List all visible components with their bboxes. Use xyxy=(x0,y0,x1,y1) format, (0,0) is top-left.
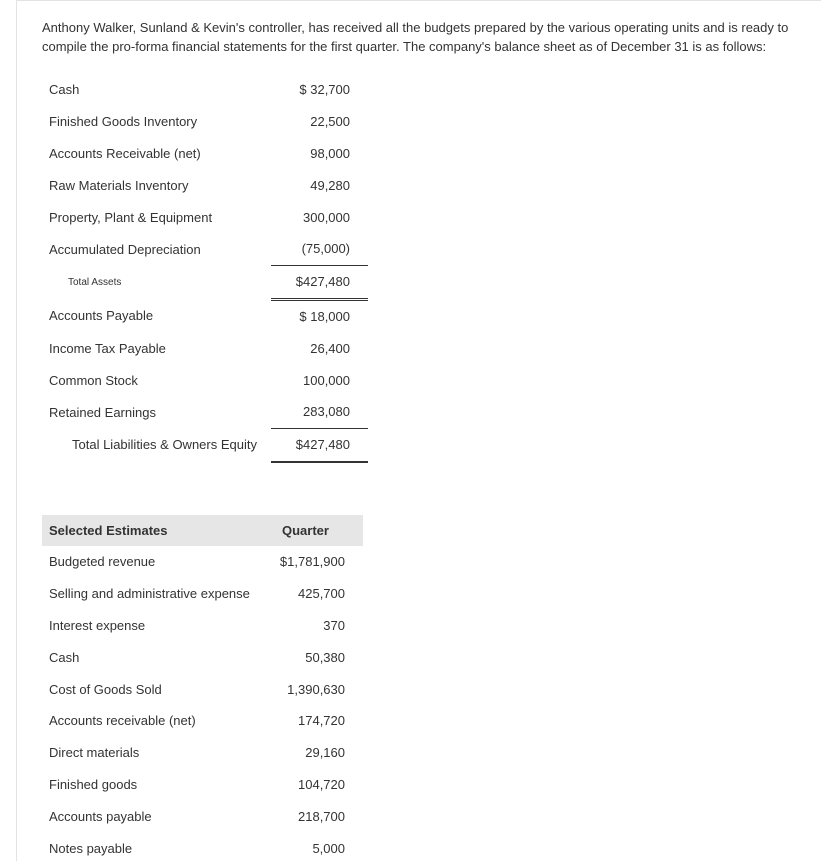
row-value: 49,280 xyxy=(310,177,350,193)
table-row xyxy=(42,769,363,801)
row-label: Income Tax Payable xyxy=(49,340,166,356)
row-value: 50,380 xyxy=(305,649,345,665)
total-liabilities-equity-label: Total Liabilities & Owners Equity xyxy=(72,437,257,453)
row-label: Accounts receivable (net) xyxy=(49,713,196,729)
table-row xyxy=(42,138,368,170)
row-value: 5,000 xyxy=(312,840,345,856)
row-value: 98,000 xyxy=(310,145,350,161)
row-label: Accounts Payable xyxy=(49,308,154,324)
row-label: Common Stock xyxy=(49,372,138,388)
selected-estimates-table xyxy=(42,515,363,864)
row-value: 29,160 xyxy=(305,745,345,761)
row-label: Cost of Goods Sold xyxy=(49,681,162,697)
intro-paragraph: Anthony Walker, Sunland & Kevin's controller, has received all the budgets prepared by the various operating units and is ready to compile the pro-forma financial statements for the first quarter. The company's balance sheet as of December 31 is as follows: xyxy=(42,20,789,54)
table-row xyxy=(42,364,368,396)
table-row xyxy=(42,233,368,265)
table-row xyxy=(42,299,368,332)
row-value: 218,700 xyxy=(298,808,345,824)
row-label: Accounts payable xyxy=(49,808,152,824)
row-label: Cash xyxy=(49,82,80,98)
row-label: Selling and administrative expense xyxy=(49,586,250,602)
row-value: 1,390,630 xyxy=(287,681,345,697)
row-label: Finished Goods Inventory xyxy=(49,114,198,130)
row-label: Cash xyxy=(49,649,80,665)
table-row xyxy=(42,106,368,138)
row-value: 300,000 xyxy=(303,209,350,225)
row-label: Retained Earnings xyxy=(49,404,156,420)
row-value: $1,781,900 xyxy=(279,554,345,570)
total-assets-label: Total Assets xyxy=(68,276,122,288)
table-row xyxy=(42,396,368,428)
balance-sheet-table xyxy=(42,74,368,463)
table-row xyxy=(42,673,363,705)
table-row xyxy=(42,546,363,578)
row-label: Finished goods xyxy=(49,776,138,792)
row-label: Raw Materials Inventory xyxy=(49,177,189,193)
row-value: 22,500 xyxy=(310,114,350,130)
row-label: Direct materials xyxy=(49,745,140,761)
table-row xyxy=(42,169,368,201)
table-row xyxy=(42,705,363,737)
table-row xyxy=(42,641,363,673)
row-label: Property, Plant & Equipment xyxy=(49,209,213,225)
table-row xyxy=(42,737,363,769)
row-value: $ 32,700 xyxy=(299,82,350,98)
total-liabilities-equity-row xyxy=(42,428,368,461)
table-row xyxy=(42,800,363,832)
table-row xyxy=(42,578,363,610)
row-value: 26,400 xyxy=(310,340,350,356)
table-row xyxy=(42,201,368,233)
total-assets-row xyxy=(42,265,368,299)
table-row xyxy=(42,610,363,642)
row-label: Budgeted revenue xyxy=(49,554,156,570)
column-header-label: Selected Estimates xyxy=(42,515,264,546)
table-row xyxy=(42,74,368,106)
row-label: Accumulated Depreciation xyxy=(49,241,201,257)
row-value: 370 xyxy=(323,617,345,633)
row-value: 174,720 xyxy=(298,713,345,729)
row-value: 425,700 xyxy=(298,586,345,602)
row-label: Notes payable xyxy=(49,840,133,856)
row-label: Accounts Receivable (net) xyxy=(49,145,201,161)
total-liabilities-equity-value: $427,480 xyxy=(271,428,368,461)
table-header-row xyxy=(42,515,363,546)
row-value: 283,080 xyxy=(303,404,350,420)
row-value: (75,000) xyxy=(301,241,350,257)
row-value: 104,720 xyxy=(298,776,345,792)
row-value: 100,000 xyxy=(303,372,350,388)
table-row xyxy=(42,332,368,364)
column-header-quarter: Quarter xyxy=(264,515,363,546)
row-value: $ 18,000 xyxy=(299,308,350,324)
table-row xyxy=(42,832,363,864)
total-assets-value: $427,480 xyxy=(271,265,368,299)
row-label: Interest expense xyxy=(49,617,146,633)
